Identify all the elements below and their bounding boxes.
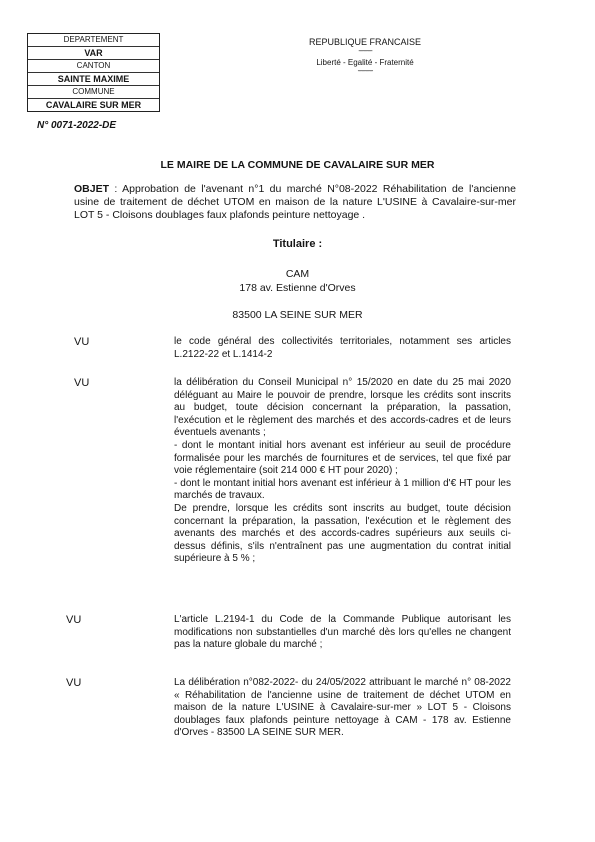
- main-title: LE MAIRE DE LA COMMUNE DE CAVALAIRE SUR MER: [160, 159, 435, 171]
- departement-value: VAR: [28, 47, 159, 60]
- commune-label: COMMUNE: [28, 86, 159, 99]
- vu-text-4: La délibération n°082-2022- du 24/05/2022 attribuant le marché n° 08-2022 « Réhabilitation de l'ancienne usine de traitement de déchet UTOM en maison de la nature L'USINE à Cavalaire-sur-mer » LOT 5 - Cloisons doublages faux plafonds peinture nettoyage à CAM - 178 av. Estienne d'Orves - 83500 LA SEINE SUR MER.: [174, 677, 511, 739]
- vu-text-3: L'article L.2194-1 du Code de la Commande Publique autorisant les modifications non substantielles d'un marché dès lors qu'elles ne changent pas la nature globale du marché ;: [174, 614, 511, 651]
- departement-label: DEPARTEMENT: [28, 34, 159, 47]
- republic-separator-2: -----------: [357, 68, 373, 75]
- titulaire-city: 83500 LA SEINE SUR MER: [232, 309, 363, 321]
- canton-label: CANTON: [28, 60, 159, 73]
- titulaire-address: 178 av. Estienne d'Orves: [239, 282, 356, 294]
- objet-paragraph: [74, 183, 516, 222]
- vu-label-2: VU: [74, 377, 90, 389]
- objet-text: : Approbation de l'avenant n°1 du marché N°08-2022 Réhabilitation de l'ancienne usine de traitement de déchet UTOM en maison de la nature L'USINE à Cavalaire-sur-mer LOT 5 - Cloisons doublages faux plafonds peinture nettoyage .: [74, 183, 516, 221]
- vu-label-3: VU: [66, 614, 82, 626]
- republic-separator: ----------: [358, 48, 372, 55]
- vu-text-2: la délibération du Conseil Municipal n° 15/2020 en date du 25 mai 2020 déléguant au Maire le pouvoir de prendre, lorsque les crédits sont inscrits au budget, toute décision concernant la préparation, la passation, l'exécution et le règlement des marchés et des accords-cadres et de leurs éventuels avenants ;: [174, 377, 511, 439]
- commune-value: CAVALAIRE SUR MER: [45, 100, 142, 110]
- objet-label: OBJET: [74, 183, 110, 195]
- titulaire-label: Titulaire :: [272, 238, 323, 250]
- republic-motto: Liberté - Egalité - Fraternité: [316, 58, 414, 67]
- vu-label-4: VU: [66, 677, 82, 689]
- vu-text-2-sub-2: - dont le montant initial hors avenant est inférieur à 1 million d'€ HT pour les marchés de travaux.: [174, 477, 511, 502]
- vu-text-2-sub-1: - dont le montant initial hors avenant est inférieur au seuil de procédure formalisée pour les marchés de fournitures et de services, tel que fixé par voie réglementaire (soit 214 000 € HT pour 2020) ;: [174, 439, 511, 477]
- titulaire-name: CAM: [285, 268, 310, 280]
- vu-text-1: le code général des collectivités territoriales, notamment ses articles L.2122-22 et L.1414-2: [174, 336, 511, 360]
- republic-title: REPUBLIQUE FRANCAISE: [308, 37, 422, 47]
- vu-paragraph-2: [174, 377, 511, 566]
- canton-value: SAINTE MAXIME: [28, 73, 159, 86]
- vu-label-1: VU: [74, 336, 90, 348]
- republic-header: [300, 37, 430, 75]
- decision-number: N° 0071-2022-DE: [37, 120, 117, 131]
- administrative-box: [27, 33, 160, 112]
- vu-text-2-sub-3: De prendre, lorsque les crédits sont inscrits au budget, toute décision concernant la préparation, la passation, l'exécution et le règlement des avenants des marchés et des accords-cadres supérieurs aux seuils ci-dessus définis, s'ils n'entraînent pas une augmentation du contrat initial supérieure à 5 % ;: [174, 502, 511, 565]
